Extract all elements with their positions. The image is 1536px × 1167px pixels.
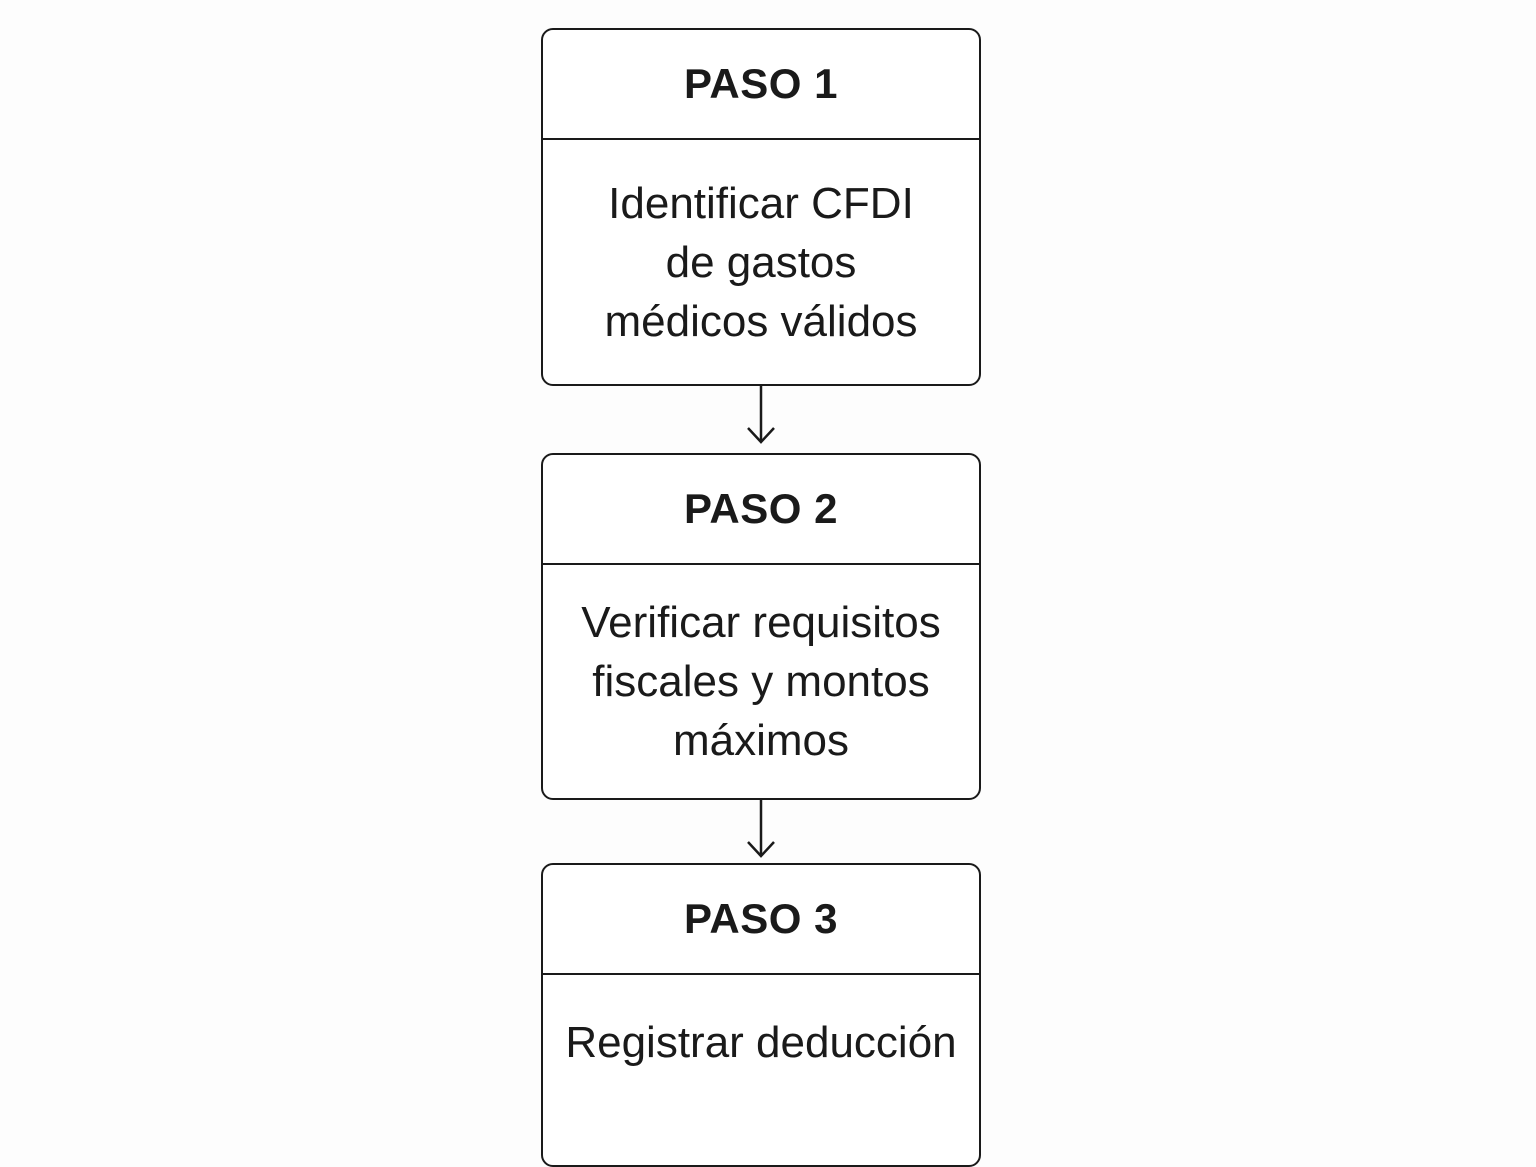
arrow-down-icon [746, 798, 776, 860]
step-2-box [541, 453, 981, 800]
step-3-title: PASO 3 [543, 865, 979, 975]
step-1-title: PASO 1 [543, 30, 979, 140]
step-3-text: Registrar deducción [565, 1018, 957, 1067]
step-3-box [541, 863, 981, 1167]
step-1-box [541, 28, 981, 386]
step-2-text: Verificar requisitos fiscales y montos máximos [581, 598, 941, 765]
step-1-text: Identificar CFDI de gastos médicos válidos [604, 178, 918, 346]
arrow-down-icon [746, 384, 776, 446]
step-2-title: PASO 2 [543, 455, 979, 565]
